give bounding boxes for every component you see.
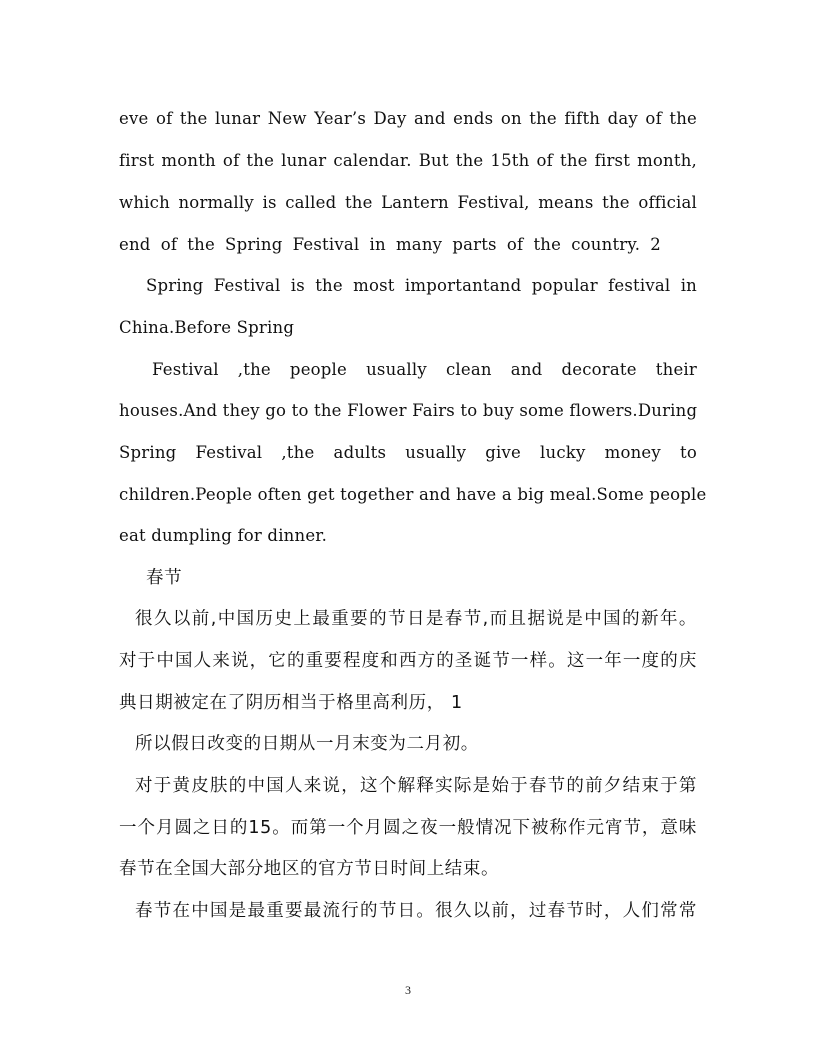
- chinese-paragraph-line: 典日期被定在了阴历相当于格里高利历， 1: [119, 693, 463, 713]
- chinese-paragraph-line: 春节在全国大部分地区的官方节日时间上结束。: [119, 859, 500, 879]
- body-text-line: end of the Spring Festival in many parts of the country. 2: [119, 235, 661, 254]
- paragraph-first-line: Festival ,the people usually clean and decorate their: [152, 360, 697, 379]
- page-number: 3: [405, 983, 411, 997]
- chinese-paragraph-line: 对于中国人来说，它的重要程度和西方的圣诞节一样。这一年一度的庆: [119, 651, 697, 671]
- body-text-line: eve of the lunar New Year’s Day and ends on the fifth day of the: [119, 109, 697, 128]
- body-text-line: houses.And they go to the Flower Fairs to buy some flowers.During: [119, 401, 698, 420]
- body-text-line: first month of the lunar calendar. But the 15th of the first month,: [119, 151, 697, 170]
- chinese-paragraph-line: 很久以前,中国历史上最重要的节日是春节,而且据说是中国的新年。: [135, 609, 697, 629]
- body-text-line: China.Before Spring: [119, 318, 295, 337]
- body-text-line: Spring Festival ,the adults usually give lucky money to: [119, 443, 697, 462]
- chinese-section-title: 春节: [146, 568, 183, 588]
- chinese-paragraph-line: 春节在中国是最重要最流行的节日。很久以前，过春节时，人们常常: [135, 901, 697, 921]
- chinese-paragraph-line: 对于黄皮肤的中国人来说，这个解释实际是始于春节的前夕结束于第: [135, 776, 697, 796]
- paragraph-first-line: Spring Festival is the most importantand popular festival in: [146, 276, 697, 295]
- body-text-line: eat dumpling for dinner.: [119, 526, 328, 545]
- chinese-paragraph-line: 一个月圆之日的15。而第一个月圆之夜一般情况下被称作元宵节，意味: [119, 818, 697, 838]
- chinese-paragraph-line: 所以假日改变的日期从一月末变为二月初。: [135, 734, 479, 754]
- body-text-line: which normally is called the Lantern Festival, means the official: [119, 193, 697, 212]
- body-text-line: children.People often get together and have a big meal.Some people: [119, 485, 707, 504]
